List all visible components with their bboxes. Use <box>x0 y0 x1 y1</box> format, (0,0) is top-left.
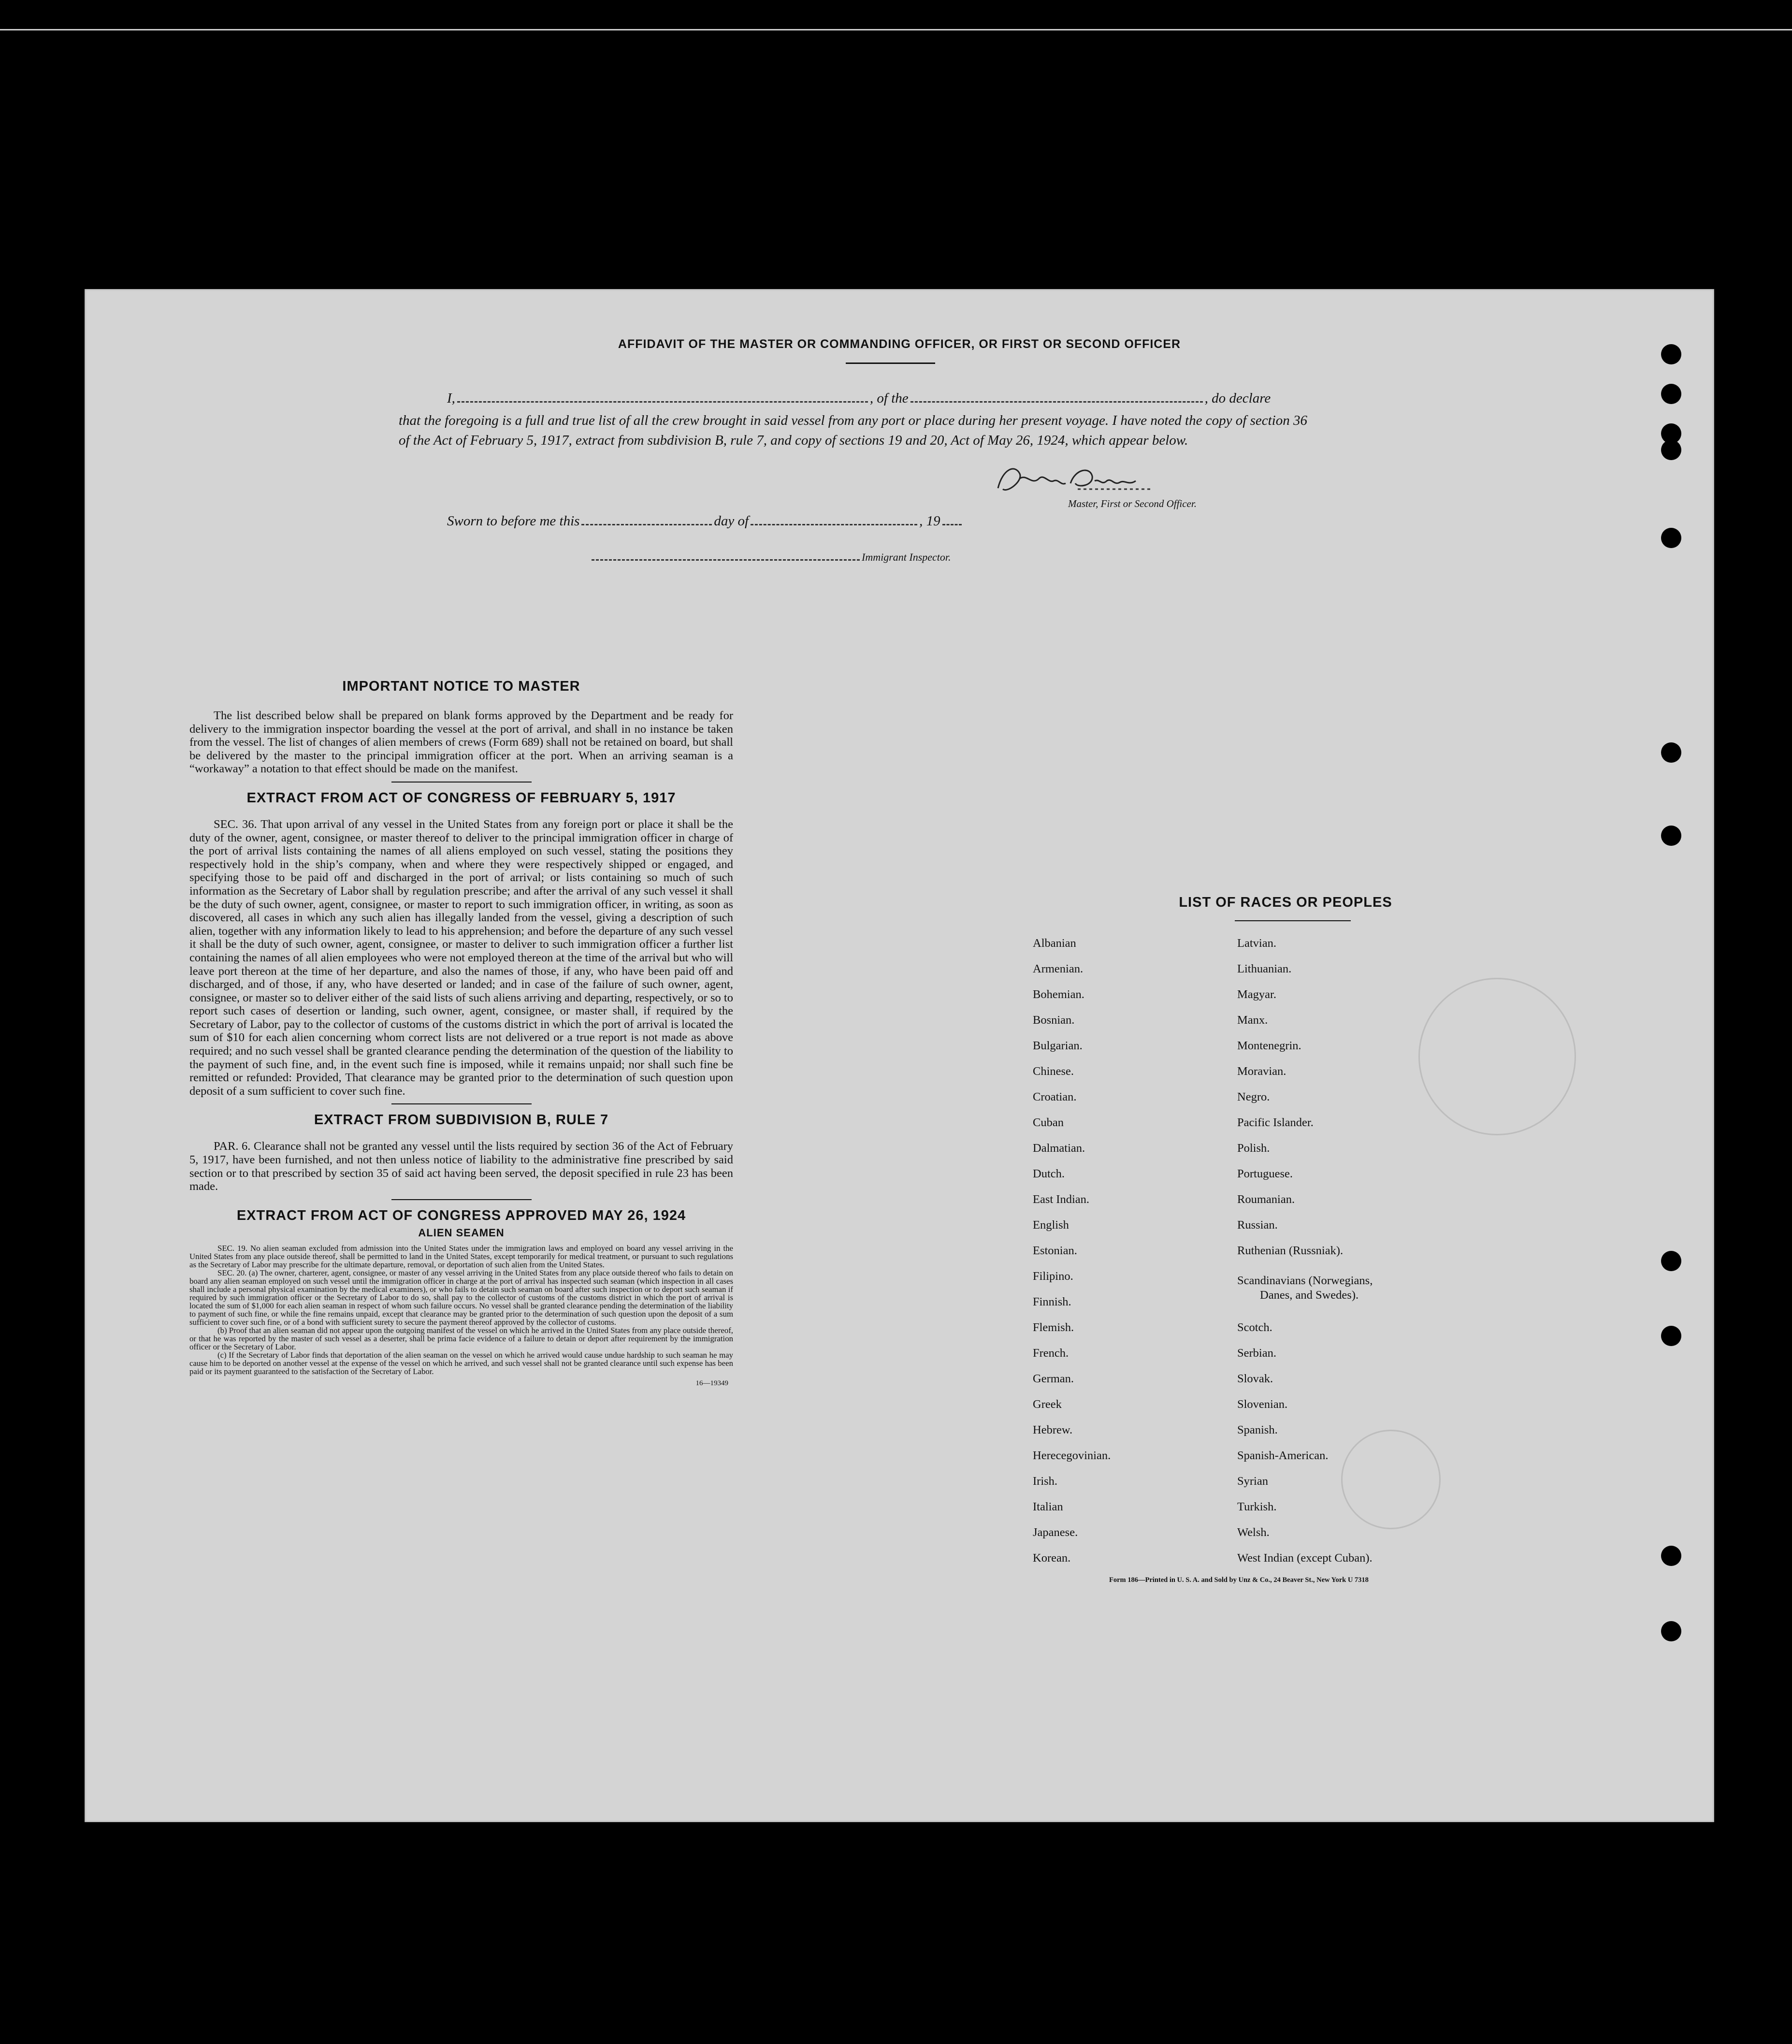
binder-hole <box>1661 742 1681 763</box>
faint-stamp-mark <box>1418 978 1576 1135</box>
race-item-right: Montenegrin. <box>1237 1039 1301 1052</box>
affidavit-i-label: I, <box>447 391 455 406</box>
race-item-right: Portuguese. <box>1237 1167 1293 1180</box>
race-item-right: Scandinavians (Norwegians, <box>1237 1274 1373 1287</box>
master-signature <box>993 459 1153 503</box>
race-item-left: English <box>1033 1218 1069 1232</box>
race-item-left: Armenian. <box>1033 962 1084 975</box>
race-item-left: Estonian. <box>1033 1244 1077 1257</box>
race-item-left: Irish. <box>1033 1475 1058 1488</box>
affidavit-title: AFFIDAVIT OF THE MASTER OR COMMANDING OFFICER, OR FIRST OR SECOND OFFICER <box>618 337 1181 351</box>
race-item-right: Russian. <box>1237 1218 1278 1232</box>
race-item-left: Chinese. <box>1033 1065 1074 1078</box>
inspector-line <box>590 551 951 564</box>
binder-hole <box>1661 1546 1681 1566</box>
act-1924-heading: EXTRACT FROM ACT OF CONGRESS APPROVED MAY 26, 1924 <box>236 1207 686 1223</box>
sworn-before-label: Sworn to before me this <box>447 513 580 529</box>
affidavit-of-the-label: , of the <box>869 391 909 406</box>
document-sheet <box>85 289 1714 1822</box>
race-item-right: Roumanian. <box>1237 1193 1295 1206</box>
race-item-left: East Indian. <box>1033 1193 1090 1206</box>
race-item-left: German. <box>1033 1372 1074 1385</box>
race-item-right: Serbian. <box>1237 1347 1276 1360</box>
scanner-top-rule <box>0 29 1792 30</box>
act-1917-heading: EXTRACT FROM ACT OF CONGRESS OF FEBRUARY 5, 1917 <box>246 790 676 806</box>
race-item-left: Croatian. <box>1033 1090 1077 1103</box>
signature-caption: Master, First or Second Officer. <box>1068 498 1197 509</box>
section-rule <box>391 782 532 783</box>
sec-20b-text: (b) Proof that an alien seaman did not appear upon the outgoing manifest of the vessel on which he arrived in the United States from any place outside thereof, or that he was reported by the master of such vessel as a deserter, shall be prima facie evidence of a failure to detain or deport after requirement by the immigration officer or the Secretary of Labor. <box>189 1325 733 1351</box>
inspector-caption: Immigrant Inspector. <box>862 551 951 563</box>
race-item-left: Bosnian. <box>1033 1014 1075 1027</box>
year-prefix-label: , 19 <box>919 513 940 529</box>
master-name-blank[interactable] <box>457 401 868 403</box>
race-item-right: Danes, and Swedes). <box>1260 1289 1359 1302</box>
race-item-left: French. <box>1033 1347 1069 1360</box>
day-of-label: day of <box>714 513 749 529</box>
act-1917-body: SEC. 36. That upon arrival of any vessel in the United States from any foreign port or place it shall be the duty of the owner, agent, consignee, or master thereof to deliver to the principal immigration officer in charge of the port of arrival lists containing the names of all aliens employed on such vessel, stating the positions they respectively hold in the ship’s company, when and where they were respectively shipped or engaged, and specifying those to be paid off and discharged in the port of arrival; or lists containing so much of such information as the Secretary of Labor shall by regulation prescribe; and after the arrival of any such vessel it shall be the duty of such owner, agent, consignee, or master to report to such immigration officer, in writing, as soon as discovered, all cases in which any such alien has illegally landed from the vessel, giving a description of such alien, together with any information likely to lead to his apprehension; and before the departure of any such vessel it shall be the duty of such owner, agent, consignee, or master to deliver to such immigration officer a further list containing the names of all alien employees who were not employed thereon at the time of the arrival but who will leave port thereon at the time of her departure, and also the names of those, if any, who have been paid off and discharged, and of those, if any, who have deserted or landed; and in case of the failure of such owner, agent, consignee, or master so to deliver either of the said lists of such aliens arriving and departing, respectively, or so to report such cases of desertion or landing, such owner, agent, consignee, or master shall, if required by the Secretary of Labor, pay to the collector of customs of the customs district in which the port of arrival is located the sum of $10 for each alien concerning whom correct lists are not delivered or a true report is not made as above required; and no such vessel shall be granted clearance pending the determination of the question of the liability to the payment of such fine, and, in the event such fine is imposed, while it remains unpaid; nor shall such fine be remitted or refunded: Provided, That clearance may be granted prior to the determination of such question upon deposit of a sum sufficient to cover such fine. <box>189 817 733 1098</box>
race-item-right: West Indian (except Cuban). <box>1237 1551 1373 1565</box>
affidavit-title-rule <box>846 362 935 364</box>
race-item-right: Negro. <box>1237 1090 1270 1103</box>
race-item-right: Slovak. <box>1237 1372 1273 1385</box>
race-item-right: Moravian. <box>1237 1065 1286 1078</box>
printer-footer: Form 186—Printed in U. S. A. and Sold by Unz & Co., 24 Beaver St., New York U 7318 <box>1109 1576 1369 1584</box>
section-rule <box>391 1199 532 1200</box>
race-item-left: Finnish. <box>1033 1295 1071 1308</box>
race-item-left: Herecegovinian. <box>1033 1449 1111 1462</box>
sec-19-text: SEC. 19. No alien seaman excluded from admission into the United States under the immigration laws and employed on board any vessel arriving in the United States from any place outside thereof, shall be permitted to land in the United States, except temporarily for medical treatment, or pursuant to such regulations as the Secretary of Labor may prescribe for the ultimate departure, removal, or deportation of such alien from the United States. <box>189 1243 733 1269</box>
act-1924-subheading: ALIEN SEAMEN <box>418 1226 505 1239</box>
binder-hole <box>1661 1251 1681 1271</box>
race-item-left: Cuban <box>1033 1116 1064 1129</box>
binder-hole <box>1661 384 1681 404</box>
binder-hole <box>1661 1326 1681 1346</box>
race-item-left: Japanese. <box>1033 1526 1078 1539</box>
left-column <box>189 679 733 1388</box>
notice-body: The list described below shall be prepared on blank forms approved by the Department and be ready for delivery to the immigration inspector boarding the vessel at the port of arrival, and shall in no instance be taken from the vessel. The list of changes of alien members of crews (Form 689) shall not be retained on board, but shall be delivered by the master to the principal immigration officer at the port. When an arriving seaman is a “workaway” a notation to that effect should be made on the manifest. <box>189 709 733 776</box>
notice-heading: IMPORTANT NOTICE TO MASTER <box>342 679 580 694</box>
race-item-left: Bohemian. <box>1033 988 1084 1001</box>
race-item-right: Scotch. <box>1237 1321 1272 1334</box>
races-title-rule <box>1235 920 1351 921</box>
sworn-line <box>447 513 964 529</box>
race-item-right: Pacific Islander. <box>1237 1116 1314 1129</box>
race-item-right: Spanish. <box>1237 1423 1278 1436</box>
inspector-signature-blank[interactable] <box>592 559 860 561</box>
race-item-left: Bulgarian. <box>1033 1039 1083 1052</box>
faint-stamp-mark <box>1341 1430 1441 1529</box>
section-rule <box>391 1103 532 1104</box>
race-item-right: Lithuanian. <box>1237 962 1292 975</box>
race-item-right: Magyar. <box>1237 988 1276 1001</box>
race-item-right: Manx. <box>1237 1014 1268 1027</box>
binder-hole <box>1661 826 1681 846</box>
binder-hole <box>1661 440 1681 460</box>
race-item-left: Filipino. <box>1033 1270 1073 1283</box>
race-item-right: Polish. <box>1237 1142 1270 1155</box>
sec-20a-text: SEC. 20. (a) The owner, charterer, agent, consignee, or master of any vessel arriving in the United States from any place outside thereof who fails to detain on board any alien seaman employed on such vessel until the immigration officer in charge at the port of arrival has inspected such seaman (which inspection in all cases shall include a personal physical examination by the medical examiners), or who fails to detain such seaman on board after such inspection or to deport such seaman if required by such immigration officer or the Secretary of Labor to do so, shall pay to the collector of customs of the customs district in which the port of arrival is located the sum of $1,000 for each alien seaman in respect of whom such failure occurs. No vessel shall be granted clearance pending the determination of the liability to payment of such fine, or while the fine remains unpaid, except that clearance may be granted prior to the determination of such question upon the deposit of a sum sufficient to cover such fine, or of a bond with sufficient surety to secure the payment thereof approved by the collector of customs. <box>189 1268 733 1327</box>
affidavit-line-1 <box>447 391 1271 406</box>
vessel-name-blank[interactable] <box>910 401 1203 403</box>
races-title: LIST OF RACES OR PEOPLES <box>1179 895 1392 910</box>
sworn-day-blank[interactable] <box>581 524 712 525</box>
race-item-left: Hebrew. <box>1033 1423 1073 1436</box>
race-item-right: Slovenian. <box>1237 1398 1288 1411</box>
rule-7-heading: EXTRACT FROM SUBDIVISION B, RULE 7 <box>314 1112 609 1128</box>
binder-hole <box>1661 1621 1681 1641</box>
race-item-right: Syrian <box>1237 1475 1268 1488</box>
race-item-left: Greek <box>1033 1398 1062 1411</box>
affidavit-declaration: that the foregoing is a full and true list of all the crew brought in said vessel from any port or place during her present voyage. I have noted the copy of section 36 of the Act of February 5, 1917, extract from subdivision B, rule 7, and copy of sections 19 and 20, Act of May 26, 1924, which appear below. <box>399 413 1307 448</box>
race-item-left: Albanian <box>1033 937 1076 950</box>
sworn-month-blank[interactable] <box>751 524 917 525</box>
race-item-left: Italian <box>1033 1500 1063 1513</box>
race-item-right: Turkish. <box>1237 1500 1277 1513</box>
race-item-left: Dutch. <box>1033 1167 1065 1180</box>
race-item-left: Korean. <box>1033 1551 1071 1565</box>
race-item-left: Flemish. <box>1033 1321 1074 1334</box>
race-item-right: Latvian. <box>1237 937 1276 950</box>
affidavit-do-declare-label: , do declare <box>1204 391 1271 406</box>
rule-7-body: PAR. 6. Clearance shall not be granted any vessel until the lists required by section 36 of the Act of February 5, 1917, have been furnished, and not then unless notice of liability to the administrative fine prescribed by said section or to that prescribed by section 35 of said act having been served, the deposit specified in rule 23 has been made. <box>189 1140 733 1193</box>
race-item-right: Ruthenian (Russniak). <box>1237 1244 1344 1257</box>
race-item-right: Welsh. <box>1237 1526 1270 1539</box>
form-number: 16—19349 <box>695 1379 728 1387</box>
race-item-left: Dalmatian. <box>1033 1142 1085 1155</box>
sworn-year-blank[interactable] <box>942 524 962 525</box>
sec-20c-text: (c) If the Secretary of Labor finds that deportation of the alien seaman on the vessel on which he arrived would cause undue hardship to such seaman he may cause him to be deported on another vessel at the expense of the vessel on which he arrived, and such vessel shall not be granted clearance until such expense has been paid or its payment guaranteed to the satisfaction of the Secretary of Labor. <box>189 1350 733 1376</box>
binder-hole <box>1661 528 1681 548</box>
race-item-right: Spanish-American. <box>1237 1449 1329 1462</box>
